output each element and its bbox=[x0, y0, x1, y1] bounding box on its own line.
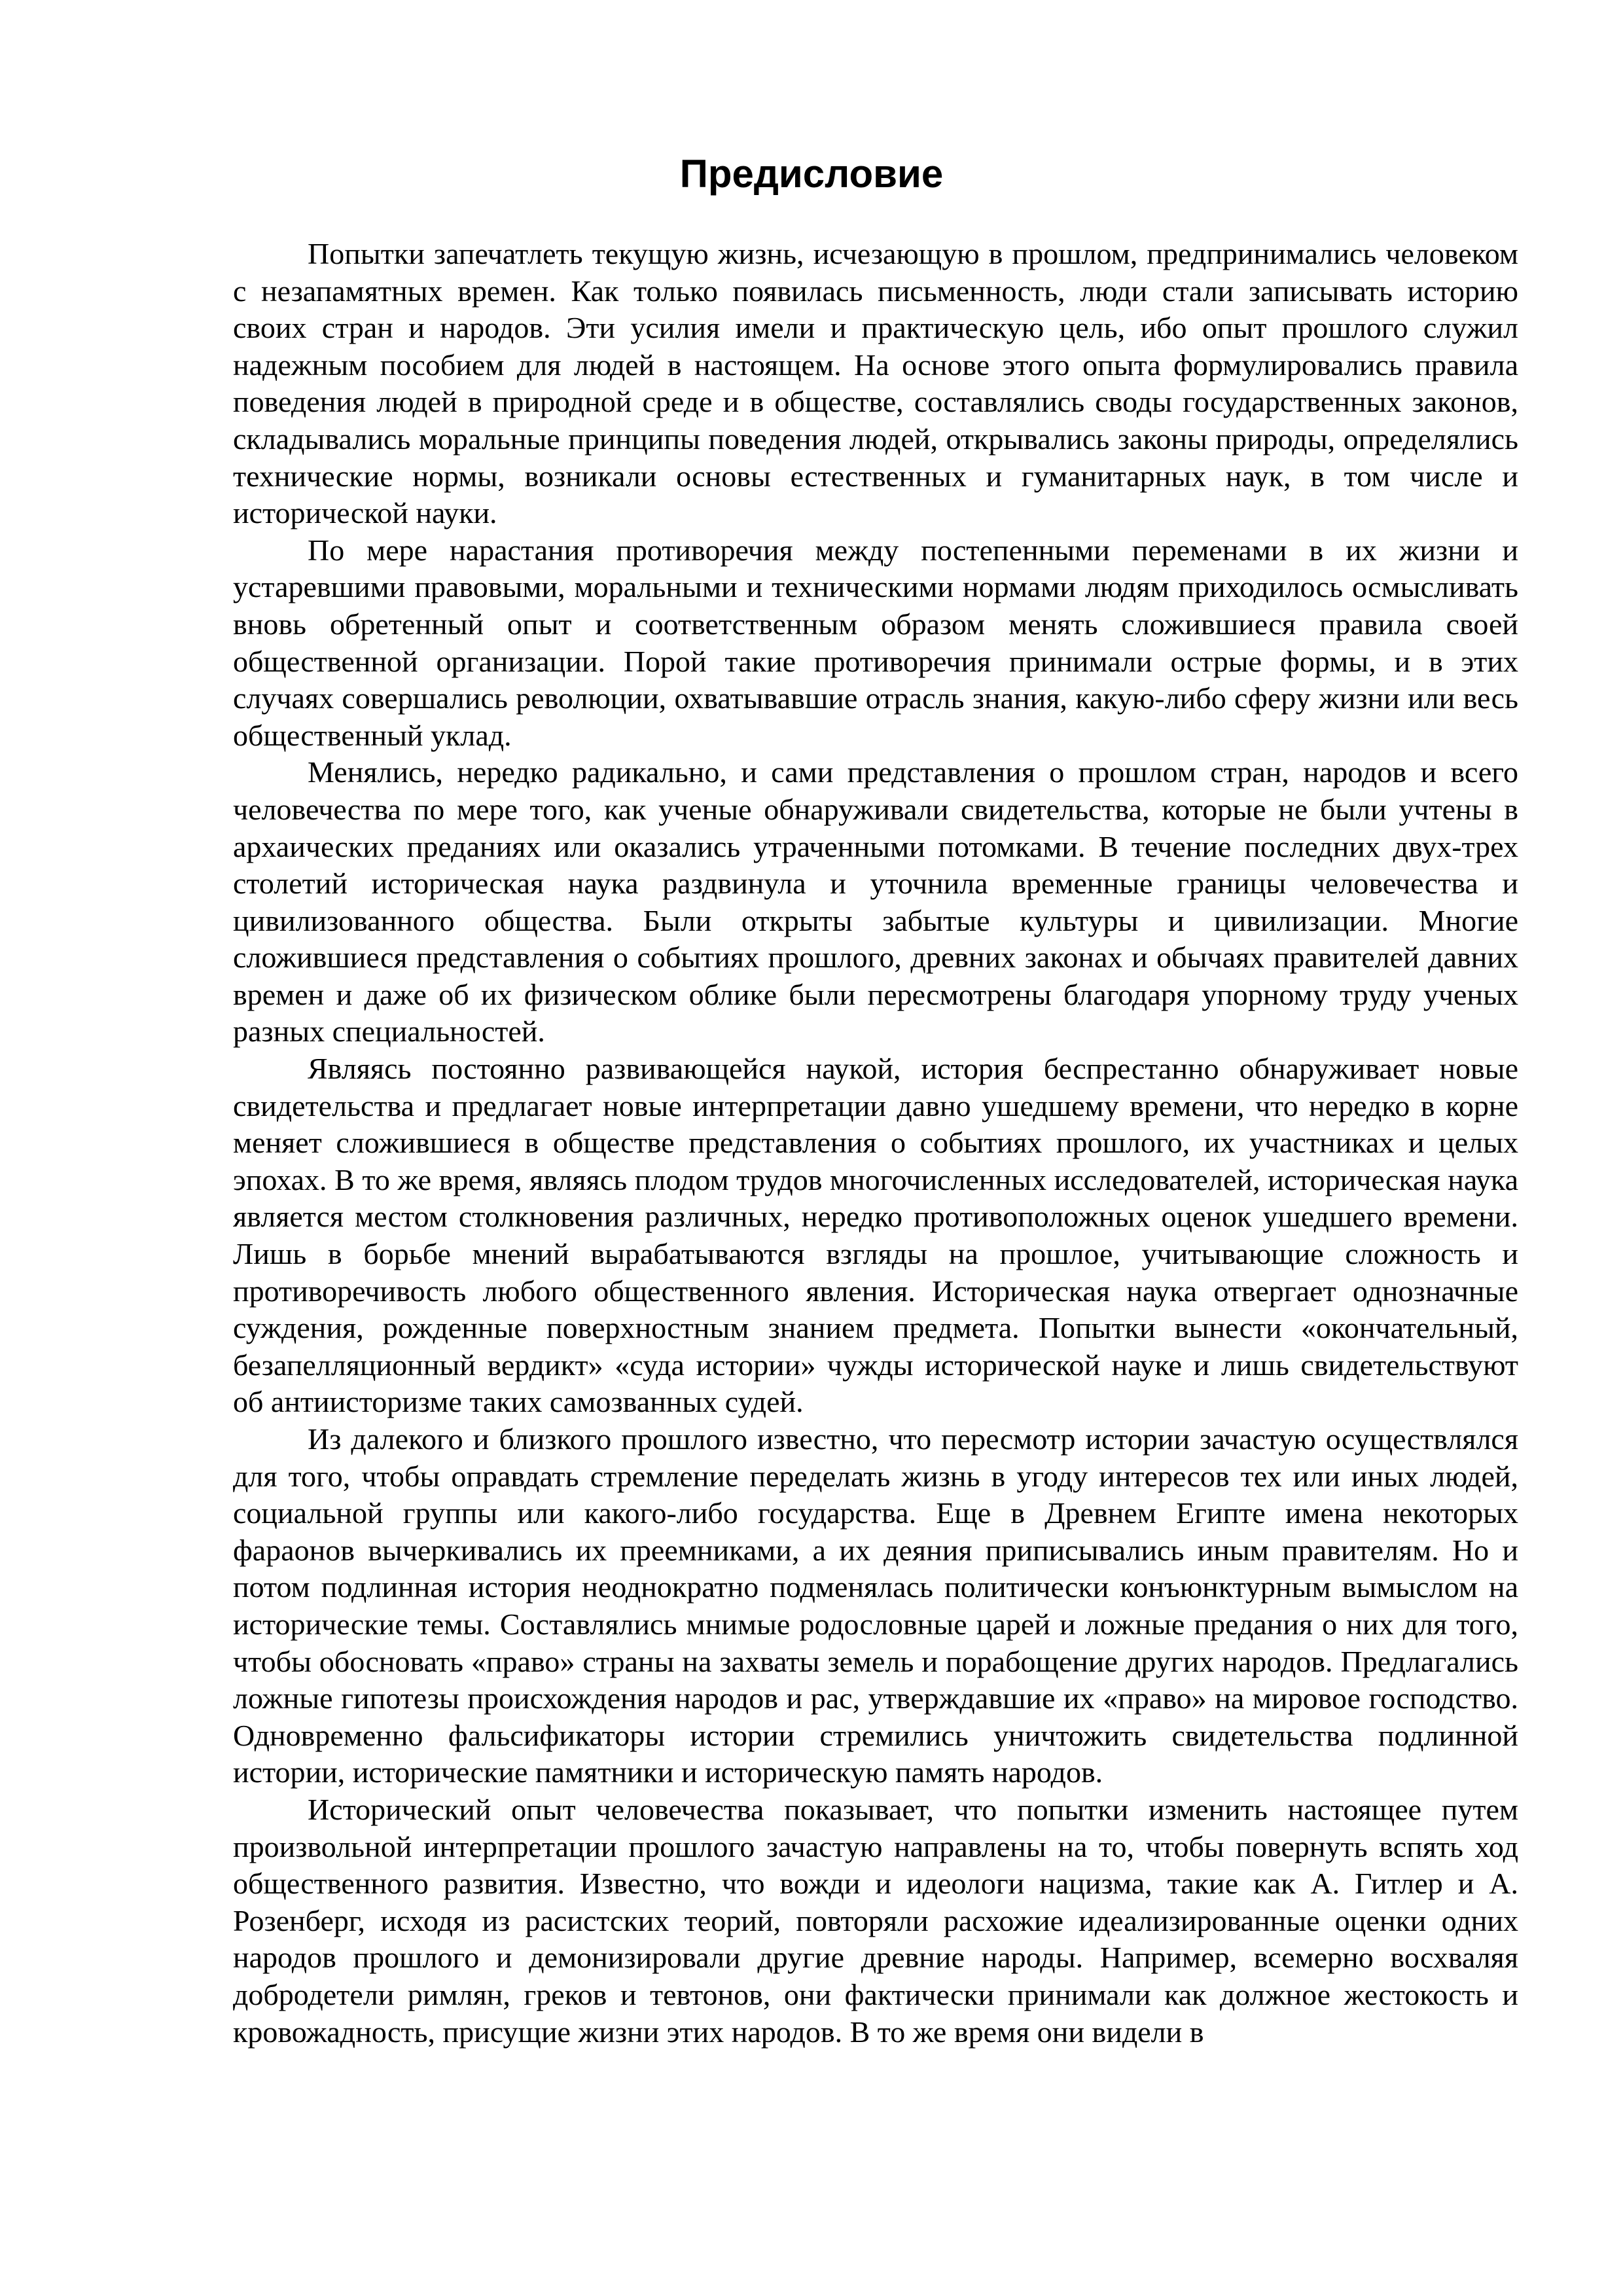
paragraph-6: Исторический опыт человечества показывает, что попытки изменить настоящее путем произвольной интерпретации прошлого зачастую направлены на то, чтобы повернуть вспять ход общественного развития. Известно, что вожди и идеологи нацизма, такие как А. Гитлер и А. Розенберг, исходя из расистских теорий, повторяли расхожие идеализированные оценки одних народов прошлого и демонизировали другие древние народы. Например, всемерно восхваляя добродетели римлян, греков и тевтонов, они фактически принимали как должное жестокость и кровожадность, присущие жизни этих народов. В то же время они видели в bbox=[233, 1792, 1518, 2049]
paragraph-3: Менялись, нередко радикально, и сами представления о прошлом стран, народов и всего человечества по мере того, как ученые обнаруживали свидетельства, которые не были учтены в архаических преданиях или оказались утраченными потомками. В течение последних двух-трех столетий историческая наука раздвинула и уточнила временные границы человечества и цивилизованного общества. Были открыты забытые культуры и цивилизации. Многие сложившиеся представления о событиях прошлого, древних законах и обычаях правителей давних времен и даже об их физическом облике были пересмотрены благодаря упорному труду ученых разных специальностей. bbox=[233, 755, 1518, 1049]
page-title: Предисловие bbox=[679, 152, 944, 196]
body-text bbox=[233, 236, 1518, 2051]
paragraph-2: По мере нарастания противоречия между постепенными переменами в их жизни и устаревшими правовыми, моральными и техническими нормами людям приходилось осмысливать вновь обретенный опыт и соответственным образом менять сложившиеся правила своей общественной организации. Порой такие противоречия принимали острые формы, и в этих случаях совершались революции, охватывавшие отрасль знания, какую-либо сферу жизни или весь общественный уклад. bbox=[233, 533, 1518, 752]
paragraph-1: Попытки запечатлеть текущую жизнь, исчезающую в прошлом, предпринимались человеком с незапамятных времен. Как только появилась письменность, люди стали записывать историю своих стран и народов. Эти усилия имели и практическую цель, ибо опыт прошлого служил надежным пособием для людей в настоящем. На основе этого опыта формулировались правила поведения людей в природной среде и в обществе, составлялись своды государственных законов, складывались моральные принципы поведения людей, открывались законы природы, определялись технические нормы, возникали основы естественных и гуманитарных наук, в том числе и исторической науки. bbox=[233, 237, 1518, 530]
paragraph-4: Являясь постоянно развивающейся наукой, история беспрестанно обнаруживает новые свидетельства и предлагает новые интерпретации давно ушедшему времени, что нередко в корне меняет сложившиеся в обществе представления о событиях прошлого, их участниках и целых эпохах. В то же время, являясь плодом трудов многочисленных исследователей, историческая наука является местом столкновения различных, нередко противоположных оценок ушедшего времени. Лишь в борьбе мнений вырабатываются взгляды на прошлое, учитывающие сложность и противоречивость любого общественного явления. Историческая наука отвергает однозначные суждения, рожденные поверхностным знанием предмета. Попытки вынести «окончательный, безапелляционный вердикт» «суда истории» чужды исторической науке и лишь свидетельствуют об антиисторизме таких самозванных судей. bbox=[233, 1052, 1518, 1419]
paragraph-5: Из далекого и близкого прошлого известно, что пересмотр истории зачастую осуществлялся для того, чтобы оправдать стремление переделать жизнь в угоду интересов тех или иных людей, социальной группы или какого-либо государства. Еще в Древнем Египте имена некоторых фараонов вычеркивались их преемниками, а их деяния приписывались иным правителям. Но и потом подлинная история неоднократно подменялась политически конъюнктурным вымыслом на исторические темы. Составлялись мнимые родословные царей и ложные предания о них для того, чтобы обосновать «право» страны на захваты земель и порабощение других народов. Предлагались ложные гипотезы происхождения народов и рас, утверждавшие их «право» на мировое господство. Одновременно фальсификаторы истории стремились уничтожить свидетельства подлинной истории, исторические памятники и историческую память народов. bbox=[233, 1422, 1518, 1789]
